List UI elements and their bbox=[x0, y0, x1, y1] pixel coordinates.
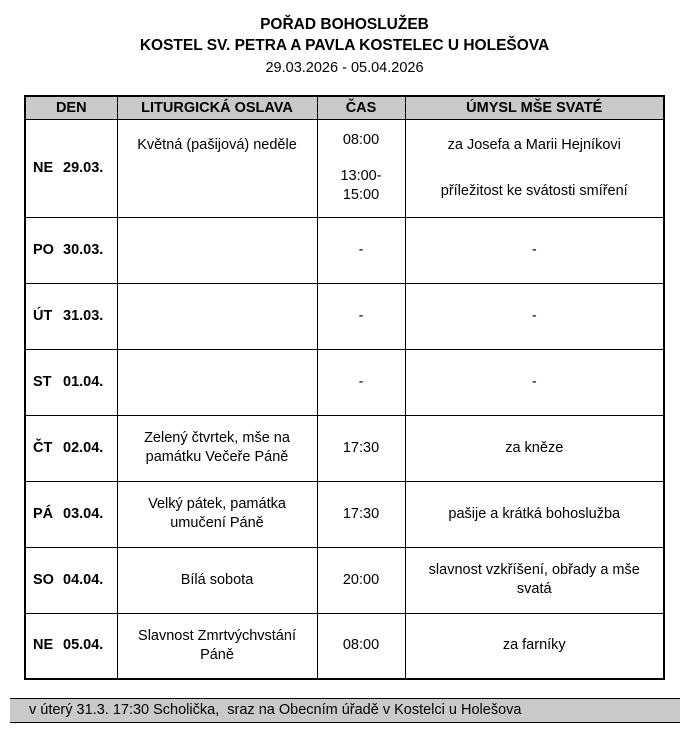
table-row bbox=[25, 415, 664, 481]
intention-value: - bbox=[531, 241, 537, 258]
time-cell bbox=[317, 415, 405, 481]
time-value: - bbox=[358, 307, 364, 324]
table-row bbox=[25, 481, 664, 547]
intention-content bbox=[411, 122, 659, 214]
time-content bbox=[323, 439, 400, 458]
day-abbr: PO bbox=[33, 241, 54, 258]
intention-value: za kněze bbox=[505, 439, 564, 456]
celebration-content bbox=[123, 571, 312, 590]
time-content bbox=[323, 505, 400, 524]
time-cell bbox=[317, 613, 405, 679]
time-content bbox=[323, 636, 400, 655]
time-value: 17:30 bbox=[342, 505, 380, 522]
day-date: 02.04. bbox=[63, 439, 104, 456]
celebration-text: Bílá sobota bbox=[180, 571, 254, 588]
col-header-day: DEN bbox=[25, 96, 117, 119]
celebration-cell bbox=[117, 481, 317, 547]
celebration-cell bbox=[117, 217, 317, 283]
celebration-text: Zelený čtvrtek, mše na památku Večeře Páně bbox=[144, 430, 290, 465]
day-cell bbox=[25, 415, 117, 481]
day-cell bbox=[25, 349, 117, 415]
time-value: 08:00 bbox=[342, 131, 380, 148]
schedule-body bbox=[25, 119, 664, 679]
day-date: 05.04. bbox=[63, 637, 104, 654]
church-name: KOSTEL SV. PETRA A PAVLA KOSTELEC U HOLEŠOVA bbox=[139, 37, 550, 54]
celebration-content bbox=[123, 122, 312, 214]
date-range: 29.03.2026 - 05.04.2026 bbox=[265, 60, 424, 76]
schedule-table bbox=[24, 95, 665, 680]
day-abbr: SO bbox=[33, 571, 54, 588]
celebration-content bbox=[123, 627, 312, 665]
time-content bbox=[323, 241, 400, 260]
celebration-cell bbox=[117, 119, 317, 217]
time-content bbox=[323, 307, 400, 326]
intention-value: - bbox=[531, 373, 537, 390]
day-date: 31.03. bbox=[63, 307, 104, 324]
intention-value: za farníky bbox=[502, 637, 566, 654]
day-cell bbox=[25, 119, 117, 217]
intention-content bbox=[411, 561, 659, 599]
table-row bbox=[25, 283, 664, 349]
time-value: - bbox=[358, 373, 364, 390]
celebration-text: Květná (pašijová) neděle bbox=[137, 136, 297, 153]
day-abbr: PÁ bbox=[33, 505, 54, 522]
col-header-intention: ÚMYSL MŠE SVATÉ bbox=[405, 96, 664, 119]
table-row bbox=[25, 119, 664, 217]
day-date: 29.03. bbox=[63, 159, 104, 176]
day-date: 01.04. bbox=[63, 373, 104, 390]
celebration-cell bbox=[117, 613, 317, 679]
intention-content bbox=[411, 373, 659, 392]
day-cell bbox=[25, 547, 117, 613]
intention-value: příležitost ke svátosti smíření bbox=[440, 182, 628, 199]
intention-value: za Josefa a Marii Hejníkovi bbox=[447, 136, 621, 153]
time-cell bbox=[317, 481, 405, 547]
day-abbr: NE bbox=[33, 159, 54, 176]
intention-content bbox=[411, 505, 659, 524]
intention-value: pašije a krátká bohoslužba bbox=[448, 505, 621, 522]
intention-content bbox=[411, 439, 659, 458]
intention-cell bbox=[405, 283, 664, 349]
time-cell bbox=[317, 349, 405, 415]
footer-note: v úterý 31.3. 17:30 Scholička, sraz na Obecním úřadě v Kostelci u Holešova bbox=[10, 698, 680, 723]
intention-cell bbox=[405, 217, 664, 283]
table-row bbox=[25, 547, 664, 613]
table-row bbox=[25, 217, 664, 283]
time-cell bbox=[317, 217, 405, 283]
celebration-content bbox=[123, 429, 312, 467]
table-header-row bbox=[25, 96, 664, 119]
day-date: 03.04. bbox=[63, 505, 104, 522]
intention-content bbox=[411, 636, 659, 655]
intention-value: slavnost vzkříšení, obřady a mše svatá bbox=[428, 562, 640, 597]
day-cell bbox=[25, 481, 117, 547]
time-value: - bbox=[358, 241, 364, 258]
time-value: 13:00-15:00 bbox=[340, 168, 382, 204]
time-cell bbox=[317, 547, 405, 613]
day-cell bbox=[25, 613, 117, 679]
time-cell bbox=[317, 283, 405, 349]
day-date: 04.04. bbox=[63, 571, 104, 588]
celebration-text: Slavnost Zmrtvýchvstání Páně bbox=[138, 627, 296, 663]
intention-cell bbox=[405, 613, 664, 679]
day-abbr: ČT bbox=[33, 439, 53, 456]
intention-cell bbox=[405, 415, 664, 481]
intention-cell bbox=[405, 119, 664, 217]
intention-content bbox=[411, 307, 659, 326]
day-date: 30.03. bbox=[63, 241, 104, 258]
day-abbr: ST bbox=[33, 373, 52, 390]
intention-cell bbox=[405, 547, 664, 613]
time-value: 17:30 bbox=[342, 439, 380, 456]
day-abbr: ÚT bbox=[33, 307, 53, 324]
page-title: POŘAD BOHOSLUŽEB bbox=[260, 16, 429, 33]
celebration-spacer bbox=[123, 182, 312, 201]
time-content bbox=[323, 571, 400, 590]
table-row bbox=[25, 349, 664, 415]
time-value: 08:00 bbox=[342, 637, 380, 654]
time-value: 20:00 bbox=[342, 571, 380, 588]
celebration-cell bbox=[117, 415, 317, 481]
intention-cell bbox=[405, 481, 664, 547]
day-abbr: NE bbox=[33, 637, 54, 654]
table-row bbox=[25, 613, 664, 679]
day-cell bbox=[25, 283, 117, 349]
time-content bbox=[323, 373, 400, 392]
col-header-celebration: LITURGICKÁ OSLAVA bbox=[117, 96, 317, 119]
celebration-text: Velký pátek, památka umučení Páně bbox=[148, 496, 286, 531]
intention-value: - bbox=[531, 307, 537, 324]
time-cell bbox=[317, 119, 405, 217]
time-content bbox=[323, 122, 400, 214]
celebration-cell bbox=[117, 547, 317, 613]
celebration-content bbox=[123, 495, 312, 533]
intention-cell bbox=[405, 349, 664, 415]
celebration-cell bbox=[117, 283, 317, 349]
celebration-cell bbox=[117, 349, 317, 415]
intention-content bbox=[411, 241, 659, 260]
day-cell bbox=[25, 217, 117, 283]
col-header-time: ČAS bbox=[317, 96, 405, 119]
